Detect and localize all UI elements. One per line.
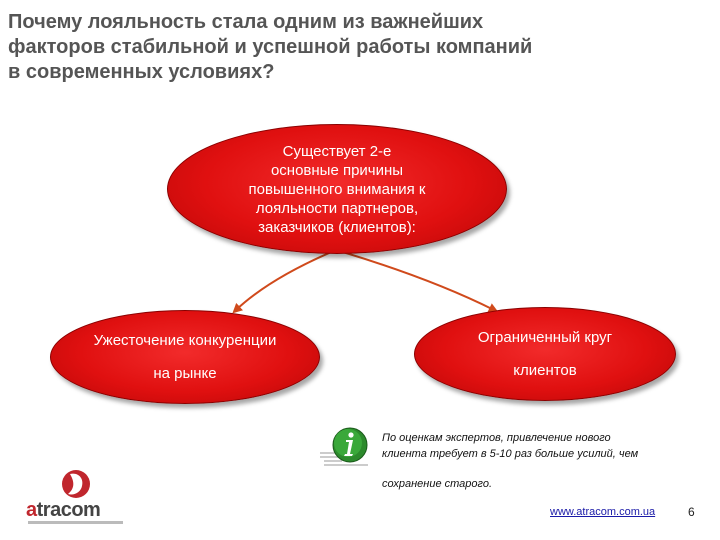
website-link[interactable]: www.atracom.com.ua	[550, 506, 656, 518]
arrow-right	[336, 250, 494, 310]
main-cause-line-4: лояльности партнеров,	[255, 199, 419, 217]
title-line-2: факторов стабильной и успешной работы компаний	[8, 36, 533, 58]
expert-note	[382, 430, 682, 492]
main-cause-line-5: заказчиков (клиентов):	[258, 218, 416, 236]
page-title	[8, 10, 708, 85]
competition-line-2: на рынке	[153, 365, 217, 382]
logo-text-a: a	[26, 499, 37, 521]
competition-ellipse	[50, 310, 320, 404]
info-icon	[318, 425, 378, 467]
page-number: 6	[688, 505, 695, 519]
limited-clients-ellipse	[414, 307, 676, 401]
logo-tagline	[28, 521, 123, 524]
title-line-1: Почему лояльность стала одним из важнейших	[8, 11, 484, 33]
limited-clients-line-1: Ограниченный круг	[477, 329, 613, 346]
limited-clients-line-2: клиентов	[513, 362, 577, 379]
main-cause-line-2: основные причины	[270, 161, 404, 179]
expert-note-line-2: клиента требует в 5-10 раз больше усилий, чем	[382, 448, 639, 460]
main-cause-line-3: повышенного внимания к	[248, 180, 426, 198]
competition-line-1: Ужесточение конкуренции	[93, 332, 277, 349]
main-cause-ellipse	[167, 124, 507, 254]
logo-text	[26, 499, 100, 522]
title-line-3: в современных условиях?	[8, 61, 275, 83]
main-cause-line-1: Существует 2-е	[282, 142, 392, 160]
logo-text-rest: tracom	[36, 499, 101, 521]
expert-note-line-1: По оценкам экспертов, привлечение нового	[382, 432, 611, 444]
arrow-left	[236, 250, 336, 310]
expert-note-line-3: сохранение старого.	[382, 478, 492, 490]
